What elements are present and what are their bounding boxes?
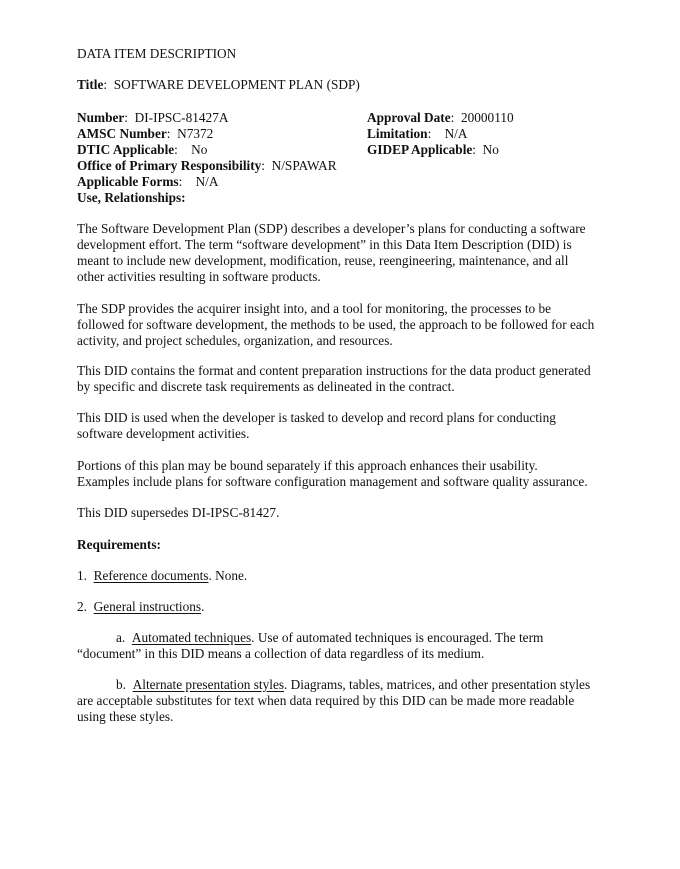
paragraph-sdp-description xyxy=(77,221,617,285)
requirements-heading: Requirements: xyxy=(77,537,161,552)
opr-value: N/SPAWAR xyxy=(271,158,337,173)
paragraph-line: This DID is used when the developer is tasked to develop and record plans for conducting xyxy=(77,410,556,425)
title-value: SOFTWARE DEVELOPMENT PLAN (SDP) xyxy=(113,77,360,92)
number-label: Number xyxy=(77,110,125,125)
dtic-label: DTIC Applicable xyxy=(77,142,175,157)
paragraph-line: software development activities. xyxy=(77,426,250,441)
subitem-number: a. xyxy=(116,630,126,645)
dtic-field: DTIC Applicable: No xyxy=(77,142,208,157)
item-text: . None. xyxy=(208,568,248,583)
dtic-value: No xyxy=(191,142,208,157)
item-title: General instructions xyxy=(93,599,202,614)
limitation-field: Limitation: N/A xyxy=(367,126,468,141)
paragraph-line: other activities resulting in software products. xyxy=(77,269,321,284)
amsc-value: N7372 xyxy=(177,126,214,141)
forms-label: Applicable Forms xyxy=(77,174,179,189)
subitem-line: “document” in this DID means a collection of data regardless of its medium. xyxy=(77,646,485,661)
requirement-item-2 xyxy=(77,599,204,615)
subitem-text: . Use of automated techniques is encouraged. The term xyxy=(251,630,544,645)
paragraph-did-contents xyxy=(77,363,617,395)
item-text: . xyxy=(201,599,205,614)
subitem-first-line xyxy=(77,630,617,646)
subitem-first-line xyxy=(77,677,617,693)
approval-label: Approval Date xyxy=(367,110,451,125)
title-line: Title: SOFTWARE DEVELOPMENT PLAN (SDP) xyxy=(77,77,360,92)
opr-field: Office of Primary Responsibility: N/SPAWAR xyxy=(77,158,337,173)
number-field: Number: DI-IPSC-81427A xyxy=(77,110,229,125)
item-title: Reference documents xyxy=(93,568,209,583)
limitation-label: Limitation xyxy=(367,126,428,141)
forms-field: Applicable Forms: N/A xyxy=(77,174,219,189)
limitation-value: N/A xyxy=(444,126,468,141)
requirement-item-1 xyxy=(77,568,247,584)
gidep-value: No xyxy=(482,142,499,157)
paragraph-did-usage xyxy=(77,410,617,442)
paragraph-line: The SDP provides the acquirer insight into, and a tool for monitoring, the processes to be xyxy=(77,301,552,316)
paragraph-line: activity, and project schedules, organization, and resources. xyxy=(77,333,393,348)
paragraph-line: by specific and discrete task requirements as delineated in the contract. xyxy=(77,379,455,394)
subitem-title: Automated techniques xyxy=(131,630,252,645)
subitem-number: b. xyxy=(116,677,126,692)
subitem-line: are acceptable substitutes for text when data required by this DID can be made more readable xyxy=(77,693,575,708)
paragraph-line: Examples include plans for software configuration management and software quality assurance. xyxy=(77,474,588,489)
gidep-field: GIDEP Applicable: No xyxy=(367,142,499,157)
paragraph-line: followed for software development, the methods to be used, the approach to be followed for each xyxy=(77,317,595,332)
opr-label: Office of Primary Responsibility xyxy=(77,158,262,173)
forms-value: N/A xyxy=(195,174,219,189)
item-number: 1. xyxy=(77,568,87,583)
paragraph-portions xyxy=(77,458,617,490)
paragraph-line: This DID contains the format and content preparation instructions for the data product generated xyxy=(77,363,591,378)
gidep-label: GIDEP Applicable xyxy=(367,142,473,157)
requirement-subitem-a xyxy=(77,630,617,662)
subitem-text: . Diagrams, tables, matrices, and other presentation styles xyxy=(284,677,591,692)
paragraph-line: The Software Development Plan (SDP) describes a developer’s plans for conducting a software xyxy=(77,221,586,236)
requirement-subitem-b xyxy=(77,677,617,725)
document-type-heading: DATA ITEM DESCRIPTION xyxy=(77,46,237,61)
number-value: DI-IPSC-81427A xyxy=(134,110,229,125)
subitem-title: Alternate presentation styles xyxy=(132,677,285,692)
paragraph-line: Portions of this plan may be bound separately if this approach enhances their usability. xyxy=(77,458,538,473)
approval-value: 20000110 xyxy=(460,110,514,125)
title-label: Title xyxy=(77,77,104,92)
amsc-field: AMSC Number: N7372 xyxy=(77,126,214,141)
paragraph-sdp-insight xyxy=(77,301,617,349)
paragraph-line: development effort. The term “software development” in this Data Item Description (DID) is xyxy=(77,237,572,252)
paragraph-line: meant to include new development, modification, reuse, reengineering, maintenance, and all xyxy=(77,253,569,268)
use-relationships-label: Use, Relationships: xyxy=(77,190,186,205)
amsc-label: AMSC Number xyxy=(77,126,167,141)
approval-date-field: Approval Date: 20000110 xyxy=(367,110,514,125)
paragraph-supersedes: This DID supersedes DI-IPSC-81427. xyxy=(77,505,280,520)
item-number: 2. xyxy=(77,599,87,614)
subitem-line: using these styles. xyxy=(77,709,174,724)
